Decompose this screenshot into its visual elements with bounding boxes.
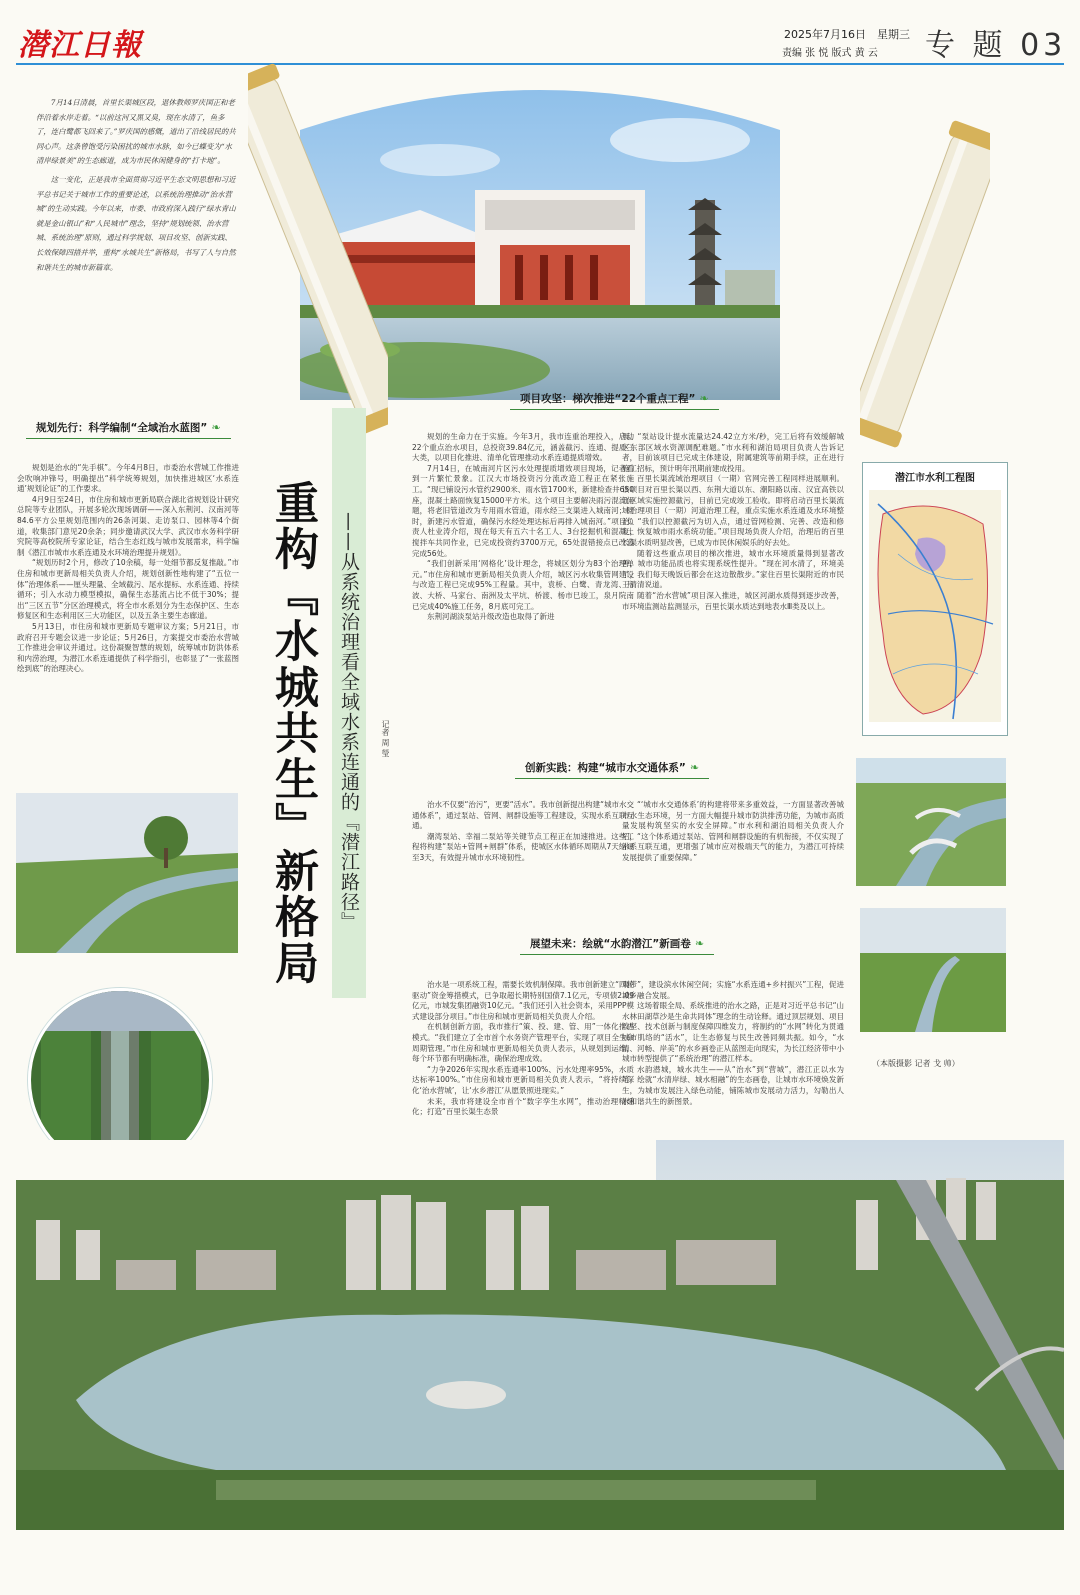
river-photo-left [16, 793, 238, 953]
projects-column-1 [412, 432, 634, 720]
photo-credit: （本版摄影 记者 戈 帅） [872, 1059, 960, 1068]
section-heading-text: 规划先行：科学编制“全域治水蓝图” [36, 422, 208, 434]
projects-paragraph: “我们创新采用‘网格化’设计理念，将城区划分为83个治理单元。”市住房和城市更新局相关负责人介绍，城区污水收集管网建设与改造工程已完成95%工程量。其中，袁桥、白鹭、青龙湾、月波、大桥、马家台、南洲及太平坑、桥渡、杨市巳竣工，泉月院南已完成40%施工任务，8月底可完工。 [412, 559, 634, 611]
intro-paragraph: 7月14日清晨，首里长渠城区段，退休教师罗庆国正和老伴沿着水岸走着。“以前这河又黑又臭，现在水清了，鱼多了，连白鹭都飞回来了。”罗庆国的感慨，道出了沿线居民的共同心声。这条曾饱受污染困扰的城市水脉，如今已蝶变为“水清岸绿景美”的生态廊道，成为市民休闲健身的“打卡地”。 [36, 98, 236, 166]
projects-paragraph: 随着这些重点项目的梯次推进，城市水环境质量得到显著改善，城市功能品质也将实现系统性提升。“现在河水清了，环境美了，我们每天晚饭后都会在这边散散步。”家住百里长渠附近的市民王清清说道。 [622, 548, 844, 590]
scroll-right-decoration [860, 120, 990, 450]
water-conservancy-map [862, 462, 1008, 736]
section-heading-text: 展望未来：绘就“水韵潜江”新画卷 [530, 938, 691, 950]
projects-column-2 [622, 432, 844, 720]
projects-paragraph: 7月14日，在城南河片区污水处理提质增效项目现场，记者看到一片繁忙景象。江汉大市场投资污分流改造工程正在紧张施工。“现已铺设污水管约2900米、雨水管1700米，新建检查井650座，混凝土路面恢复15000平方米。这个项目主要解决雨污混流问题，将老旧管道改为专用雨水管道，雨水经三支渠进入城南河；同时，新建污水管道，确保污水经处理达标后再排入城南河。”项目负责人杜业涛介绍，现在每天有五六十名工人、3台挖掘机和混凝土搅拌车共同作业，已完成投资约3700万元，65处混错接点已改造完成56处。 [412, 463, 634, 558]
plan-article [17, 463, 239, 778]
innovation-paragraph: “‘城市水交通体系’的构建将带来多重效益，一方面显著改善城市水生态环境，另一方面大幅提升城市防洪排涝功能，为城市高质量发展构筑坚实的水安全屏障。”市水利和湖泊局相关负责人介绍，“这个体系通过泵站、管网和闸群设施的有机衔接，不仅实现了水系互联互通，更增强了城市应对极端天气的能力，为潜江可持续发展提供了重要保障。” [622, 800, 844, 862]
section-heading-innovation [515, 757, 709, 779]
plan-paragraph: 5月13日，市住房和城市更新局专题审议方案；5月21日，市政府召开专题会议进一步论证；5月26日，方案提交市委治水营城工作推进会审议并通过。这份凝聚智慧的规划，统筹城市防洪体系和内涝治理，为潜江水系连通提供了科学指引，也彰显了“一张蓝图绘到底”的治理决心。 [17, 621, 239, 674]
plan-paragraph: “规划历时2个月，修改了10余稿，每一处细节都反复推敲。”市住房和城市更新局相关负责人介绍，规划创新性地构建了“五位一体”治理体系——厘头理量、全域截污、尾水提标、水系连通、持续循环；引入水动力模型模拟，确保生态基流占比不低于30%；提出“三区五节”分区治理模式，将全市水系划分为生态保护区、生态修复区和生态利用区三大功能区，以及五条主要生态廊道。 [17, 558, 239, 621]
projects-paragraph: 百里长渠流域治理项目（一期）官网完善工程同样进展顺利。该项目对百里长渠以西、东荆大道以东、潮阳路以南、汉宜高铁以北区域实施控源截污，目前已完成竣工验收。即将启动百里长渠流域治理项目（一期）河道治理工程，重点实施水系连通及水环境整治。“我们以控源截污为切入点，通过管网检测、完善、改造和修复，恢复城市雨水系统功能。”项目现场负责人介绍，治理后的百里长渠水质明显改善，已成为市民休闲娱乐的好去处。 [622, 474, 844, 547]
innovation-paragraph: 潮湾泵站、幸福二泵站等关键节点工程正在加速推进。这些工程将构建“泵站+管网+闸群”体系，使城区水体循环周期从7天缩短至3天，有效提升城市水环境韧性。 [412, 831, 634, 862]
green-river-photo [860, 908, 1006, 1032]
reporter-byline: 记者 周 瑩 [381, 720, 390, 758]
innovation-paragraph: 治水不仅要“治污”，更要“活水”。我市创新提出构建“城市水交通体系”，通过泵站、管网、闸群设施等工程建设，实现水系互联互通。 [412, 800, 634, 831]
future-paragraph: 未来，我市将建设全市首个“数字孪生水网”，推动治理精细化；打造“百里长渠生态景 [412, 1096, 634, 1117]
page-subtitle: ——从系统治理看全域水系连通的『潜江路径』 [338, 512, 360, 932]
future-paragraph: 治水是一项系统工程，需要长效机制保障。我市创新建立“四轮驱动”资金筹措模式，已争取超长期特别国债7.1亿元，专项债2.09亿元，市城发集团融资10亿元。“我们还引入社会资本，采用PPP模式建设部分项目。”市住房和城市更新局相关负责人介绍。 [412, 980, 634, 1021]
scroll-left-decoration [248, 60, 388, 440]
future-paragraph: 这场着眼全局、系统推进的治水之路，正是对习近平总书记“山水林田湖草沙是生命共同体”理念的生动诠释。通过顶层规划、项目攻坚、技术创新与制度保障四维发力，将制约的“水网”转化为贯通城市肌络的“活水”，让生态修复与民生改善同频共振。如今，“水清、河畅、岸美”的水乡画卷正从蓝图走向现实，为长江经济带中小城市转型提供了“系统治理”的潜江样本。 [622, 1001, 844, 1064]
section-heading-text: 项目攻坚：梯次推进“22个重点工程” [520, 393, 696, 405]
future-paragraph: 观带”，建设滨水休闲空间；实施“水系连通+乡村振兴”工程，促进城乡融合发展。 [622, 980, 844, 1000]
issue-date: 2025年7月16日 星期三 [784, 28, 910, 41]
projects-paragraph: 规划的生命力在于实施。今年3月，我市连重治理投入，启动22个重点治水项目，总投资39.84亿元，涵盖截污、连通、提质三大类，以项目化推进、清单化管理推动水系连通提质增效。 [412, 432, 634, 463]
section-heading-future [520, 933, 714, 955]
leaf-icon: ❧ [211, 421, 221, 434]
section-heading-projects [510, 388, 719, 410]
leaf-icon: ❧ [689, 761, 700, 774]
newspaper-logo: 潜江日報 [18, 28, 142, 63]
innovation-column-1 [412, 800, 634, 898]
projects-paragraph: 随着“治水营城”项目深入推进，城区河湖水质得到逐步改善，市环境监测站监测显示，百里长渠水质达到地表水Ⅲ类及以上。 [622, 590, 844, 611]
editor-credits: 责编 张 悦 版式 黄 云 [782, 48, 878, 59]
city-panorama-photo [16, 1140, 1064, 1530]
intro-paragraph: 这一变化，正是我市全面贯彻习近平生态文明思想和习近平总书记关于城市工作的重要论述，以系统治理推动“治水营城”的生动实践。今年以来，市委、市政府深入践行“绿水青山就是金山银山”和“人民城市”理念，坚持“规划统领、治水营城、系统治理”原则，通过科学规划、项目攻坚、创新实践、长效保障四措并举，重构“水城共生”新格局，书写了人与自然和谐共生的城市新篇章。 [36, 174, 236, 272]
projects-paragraph: 东荆河湖淡泵站升级改造也取得了新进 [427, 612, 555, 622]
future-paragraph: “力争2026年实现水系连通率100%、污水处理率95%，水质达标率100%。”市住房和城市更新局相关负责人表示，“将持续深化‘治水营城’，让‘水乡潜江’从愿景照进现实。” [412, 1064, 634, 1095]
future-paragraph: 水韵潜城，城水共生——从“治水”到“营城”，潜江正以水为笔，绘就“水清岸绿、城水相融”的生态画卷，让城市水环境焕发新生，为城市发展注入绿色动能，铺陈城市发展动力活力，勾勒出人水和谐共生的新图景。 [622, 1064, 844, 1106]
intro-block [36, 96, 236, 366]
projects-paragraph: 展。“泵站设计提水流量达24.42立方米/秒，完工后将有效缓解城区东部区域水资源调配难题。”市水利和湖泊局项目负责人告诉记者，目前该项目已完成主体建设，附属建筑等前期手续，正在进行施工招标，预计明年汛期前建成投用。 [622, 432, 844, 473]
plan-paragraph: 4月9日至24日，市住房和城市更新局联合湖北省规划设计研究总院等专业团队，开展多轮次现场调研——深入东荆河、汉南河等84.6平方公里规划范围内的26条河渠、走访泵口、园林等4个街道，收集部门意见20余条；同步邀请武汉大学、武汉市水务科学研究院等高校院所专家论证，结合生态红线与城市发展需求，科学编制《潜江市城市水系连通及水环境治理提升规划》。 [17, 494, 239, 557]
map-title: 潜江市水利工程图 [895, 473, 975, 484]
bridge-park-photo [856, 758, 1006, 886]
plan-paragraph: 规划是治水的“先手棋”。今年4月8日，市委治水营城工作推进会吹响冲锋号，明确提出“科学统筹规划，加快推进城区‘水系连通’规划论证”的工作要求。 [17, 463, 239, 494]
map-graphic [863, 484, 1007, 730]
leaf-icon: ❧ [694, 937, 705, 950]
masthead-rule [16, 63, 1064, 65]
innovation-column-2 [622, 800, 844, 898]
section-heading-text: 创新实践：构建“城市水交通体系” [525, 762, 686, 774]
leaf-icon: ❧ [699, 392, 709, 405]
page-headline: 重构『水城共生』新格局 [267, 480, 318, 986]
future-paragraph: 在机制创新方面，我市推行“策、投、建、管、用”一体化推进模式。“我们建立了全市首个水务资产管理平台，实现了项目全生命周期管理。”市住房和城市更新局相关负责人表示，从规划到运维，每个环节都有明确标准，确保治理成效。 [412, 1022, 634, 1064]
section-label: 专 题 03 [925, 28, 1067, 63]
section-heading-plan [26, 417, 231, 439]
